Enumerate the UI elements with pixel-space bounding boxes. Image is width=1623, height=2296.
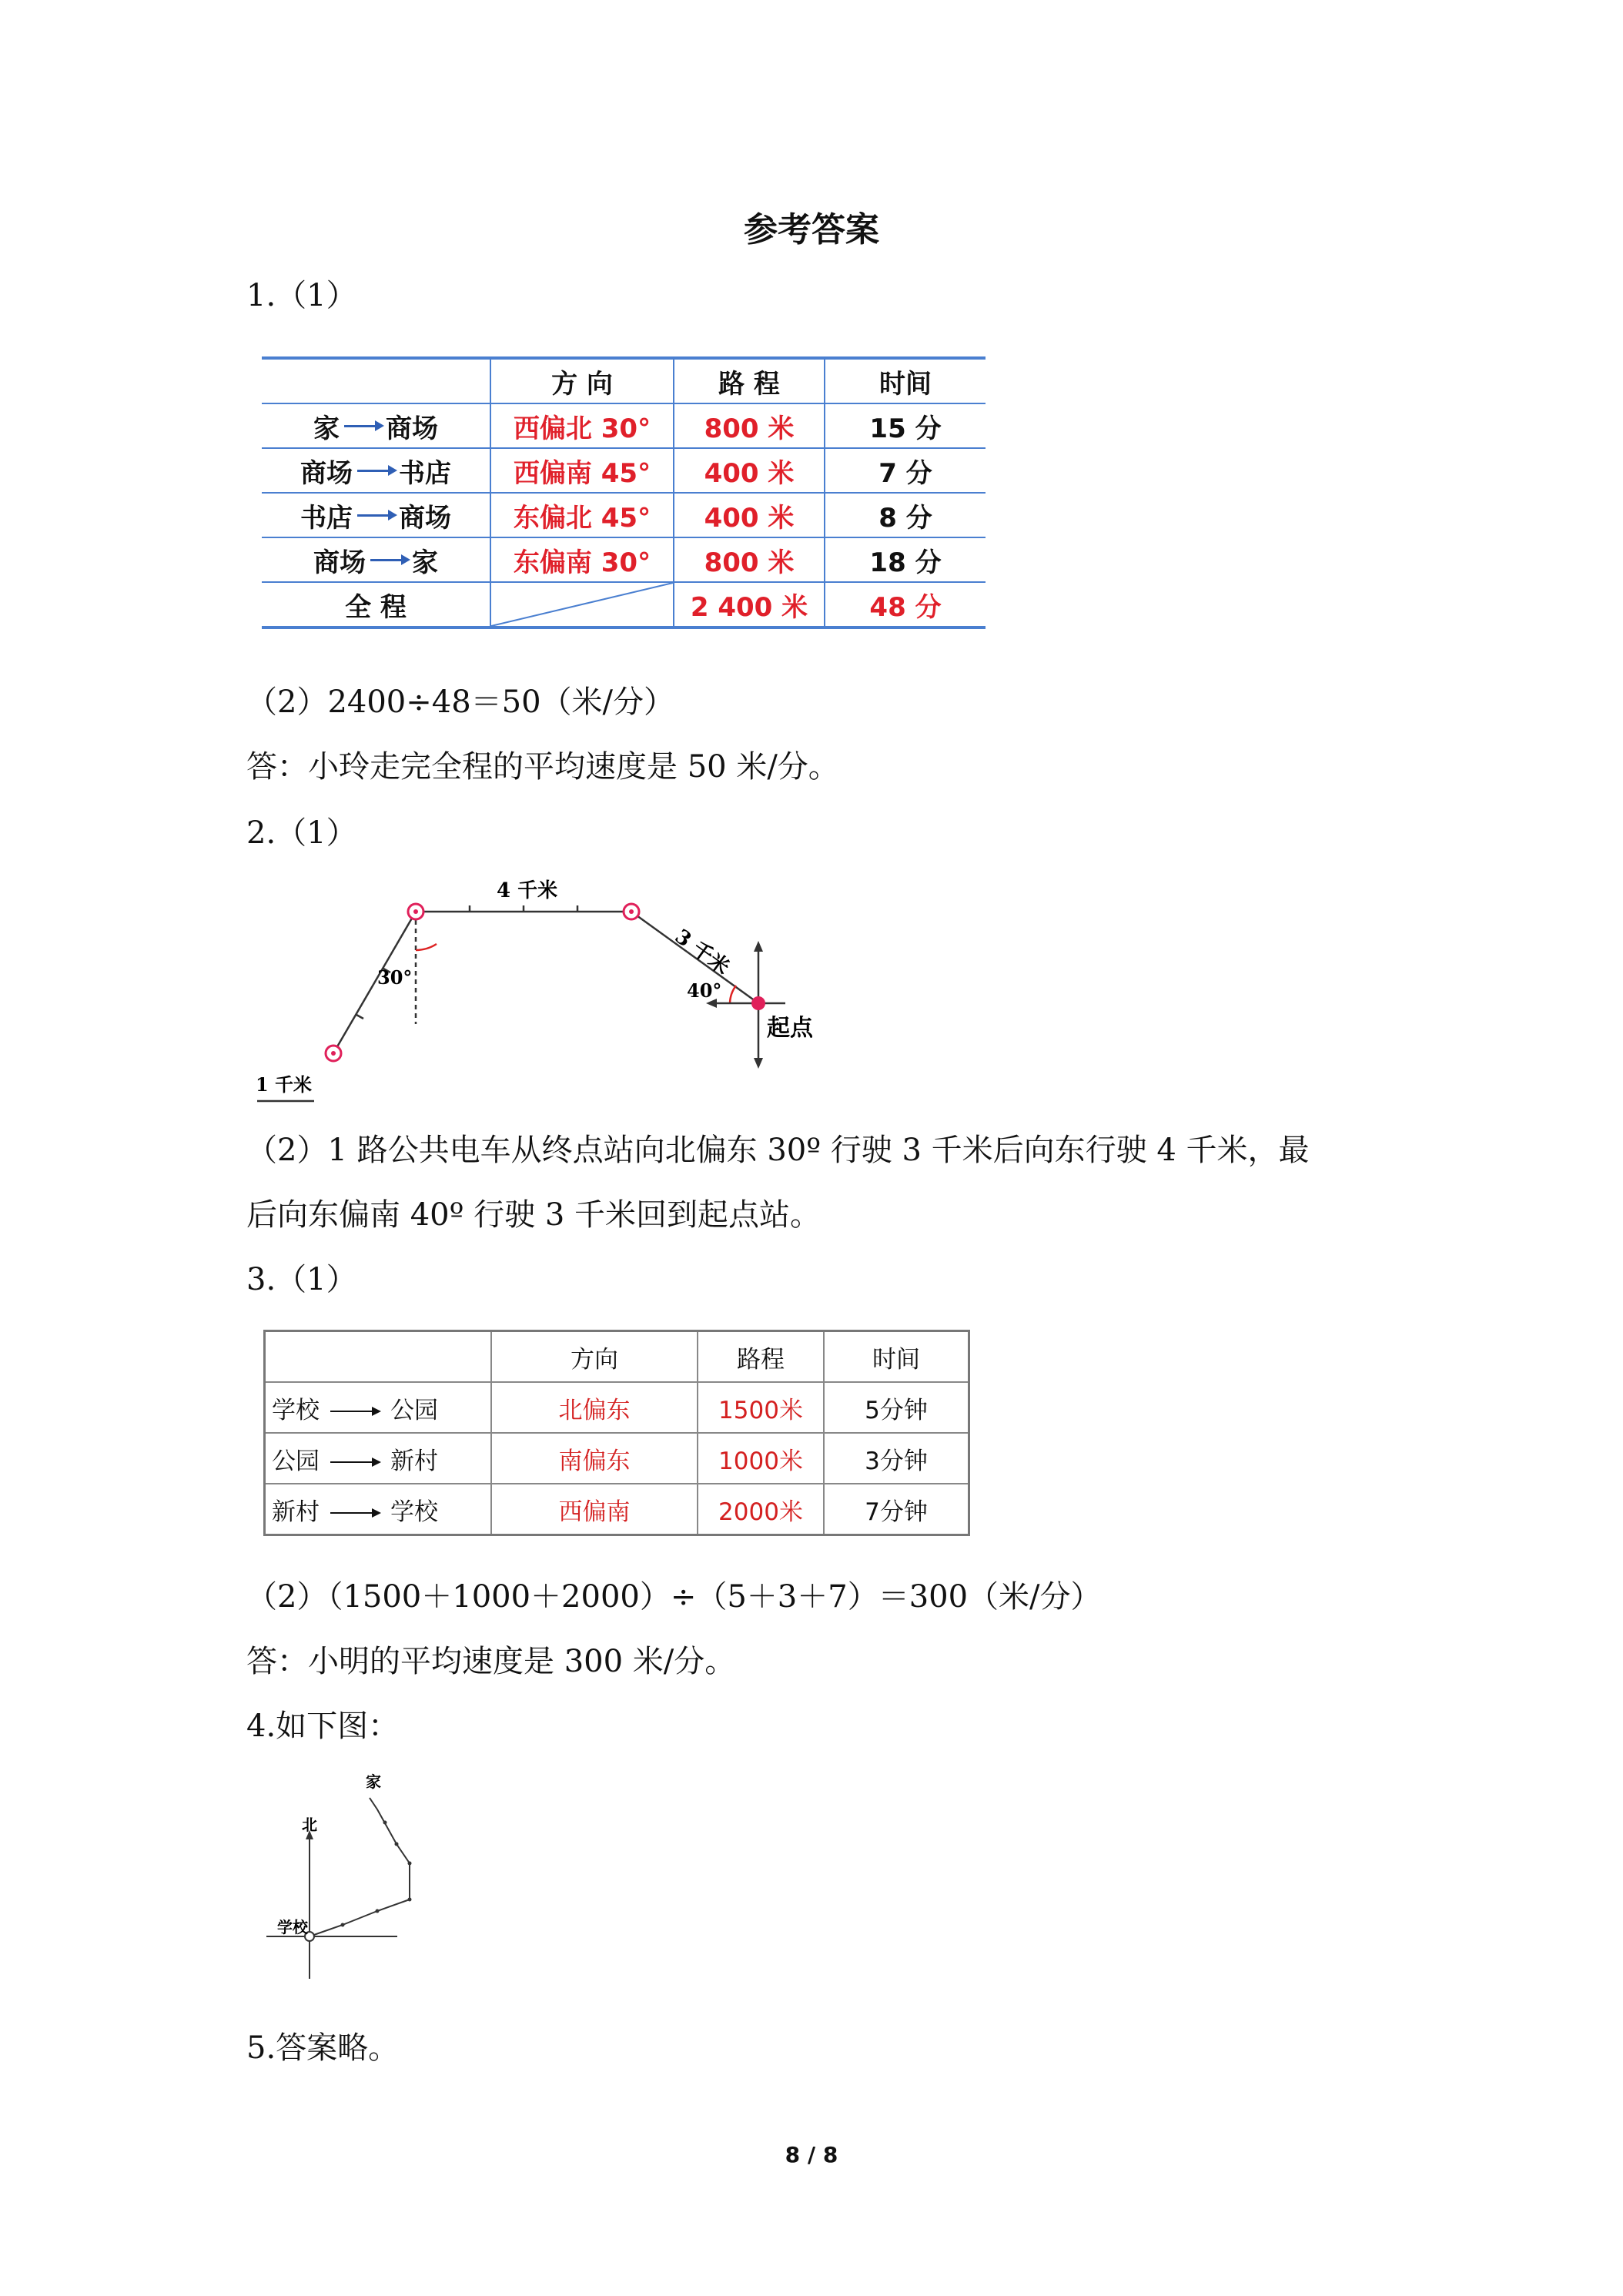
- route-from: 商场: [300, 457, 353, 489]
- header-distance: 路程: [698, 1331, 824, 1383]
- route-from: 书店: [300, 502, 353, 534]
- header-cell: [265, 1331, 492, 1383]
- scale-label: 1 千米: [256, 1073, 313, 1096]
- page-title: 参考答案: [744, 210, 879, 249]
- route-from: 商场: [313, 547, 366, 578]
- route-to: 新村: [390, 1447, 438, 1475]
- route-from: 家: [313, 413, 340, 444]
- q2-part2-line2: 后向东偏南 40º 行驶 3 千米回到起点站。: [246, 1197, 822, 1233]
- distance-cell: 400 米: [674, 493, 825, 537]
- header-time: 时间: [825, 358, 986, 403]
- arrow-right-icon: [330, 1461, 380, 1463]
- route-diagram-2: [246, 870, 832, 1116]
- q2-part2-line1: （2）1 路公共电车从终点站向北偏东 30º 行驶 3 千米后向东行驶 4 千米，最: [246, 1133, 1310, 1168]
- direction-cell: 南偏东: [491, 1433, 698, 1484]
- route-table-1: [262, 356, 986, 629]
- time-cell: 8 分: [825, 493, 986, 537]
- header-direction: 方向: [491, 1331, 698, 1383]
- angle-40-label: 40°: [687, 979, 722, 1002]
- header-time: 时间: [824, 1331, 969, 1383]
- total-time: 48 分: [825, 582, 986, 628]
- route-cell: [262, 403, 490, 448]
- route-from: 学校: [272, 1396, 320, 1424]
- arrow-right-icon: [344, 425, 381, 427]
- route-cell: [262, 493, 490, 537]
- arrow-right-icon: [330, 1411, 380, 1412]
- route-diagram-4: [262, 1759, 447, 1990]
- route-cell: [262, 448, 490, 493]
- angle-30-label: 30°: [377, 966, 413, 989]
- route-cell: [265, 1433, 492, 1484]
- table-row: [265, 1433, 969, 1484]
- direction-cell: 东偏北 45°: [490, 493, 674, 537]
- route-cell: [262, 537, 490, 582]
- route-from: 公园: [272, 1447, 320, 1475]
- q4-label: 4.如下图：: [246, 1709, 400, 1744]
- route-cell: [265, 1484, 492, 1535]
- direction-cell: 东偏南 30°: [490, 537, 674, 582]
- arrow-right-icon: [370, 559, 407, 561]
- time-cell: 15 分: [825, 403, 986, 448]
- table-header-row: [262, 358, 986, 403]
- route-to: 家: [412, 547, 438, 578]
- table-total-row: [262, 582, 986, 628]
- distance-cell: 1000米: [698, 1433, 824, 1484]
- direction-cell: 北偏东: [491, 1382, 698, 1433]
- slant-distance-label: 3 千米: [670, 925, 734, 980]
- table-row: [262, 537, 986, 582]
- distance-cell: 2000米: [698, 1484, 824, 1535]
- time-cell: 7 分: [825, 448, 986, 493]
- table-row: [262, 403, 986, 448]
- direction-cell: 西偏北 30°: [490, 403, 674, 448]
- distance-cell: 800 米: [674, 403, 825, 448]
- route-to: 学校: [390, 1498, 438, 1526]
- q1-answer: 答：小玲走完全程的平均速度是 50 米/分。: [246, 749, 839, 785]
- time-cell: 3分钟: [824, 1433, 969, 1484]
- route-from: 新村: [272, 1498, 320, 1526]
- q1-label: 1.（1）: [246, 278, 357, 313]
- home-label: 家: [366, 1772, 381, 1791]
- q3-part2: （2）（1500＋1000＋2000）÷（5＋3＋7）＝300（米/分）: [246, 1579, 1102, 1615]
- start-label: 起点: [767, 1015, 813, 1042]
- north-label: 北: [302, 1816, 317, 1834]
- q3-answer: 答：小明的平均速度是 300 米/分。: [246, 1644, 736, 1679]
- route-to: 商场: [399, 502, 451, 534]
- time-cell: 7分钟: [824, 1484, 969, 1535]
- school-label: 学校: [277, 1918, 308, 1936]
- distance-cell: 400 米: [674, 448, 825, 493]
- total-diagonal-cell: [490, 582, 674, 628]
- table-header-row: [265, 1331, 969, 1383]
- header-direction: 方 向: [490, 358, 674, 403]
- q3-label: 3.（1）: [246, 1262, 357, 1297]
- direction-cell: 西偏南: [491, 1484, 698, 1535]
- route-to: 商场: [386, 413, 438, 444]
- diagonal-line-icon: [491, 583, 673, 626]
- table-row: [262, 493, 986, 537]
- distance-cell: 800 米: [674, 537, 825, 582]
- time-cell: 18 分: [825, 537, 986, 582]
- route-to: 书店: [399, 457, 451, 489]
- time-cell: 5分钟: [824, 1382, 969, 1433]
- header-cell: [262, 358, 490, 403]
- distance-cell: 1500米: [698, 1382, 824, 1433]
- q1-part2: （2）2400÷48＝50（米/分）: [246, 684, 675, 720]
- page-number: 8 / 8: [785, 2142, 838, 2167]
- table-row: [265, 1484, 969, 1535]
- arrow-right-icon: [357, 514, 394, 517]
- table-row: [262, 448, 986, 493]
- header-distance: 路 程: [674, 358, 825, 403]
- top-distance-label: 4 千米: [497, 879, 558, 902]
- table-row: [265, 1382, 969, 1433]
- route-to: 公园: [390, 1396, 438, 1424]
- total-distance: 2 400 米: [674, 582, 825, 628]
- arrow-right-icon: [330, 1512, 380, 1514]
- total-label: 全 程: [262, 582, 490, 628]
- q5-label: 5.答案略。: [246, 2030, 400, 2066]
- direction-cell: 西偏南 45°: [490, 448, 674, 493]
- route-table-3: [263, 1330, 970, 1536]
- route-cell: [265, 1382, 492, 1433]
- arrow-right-icon: [357, 470, 394, 472]
- q2-label: 2.（1）: [246, 815, 357, 851]
